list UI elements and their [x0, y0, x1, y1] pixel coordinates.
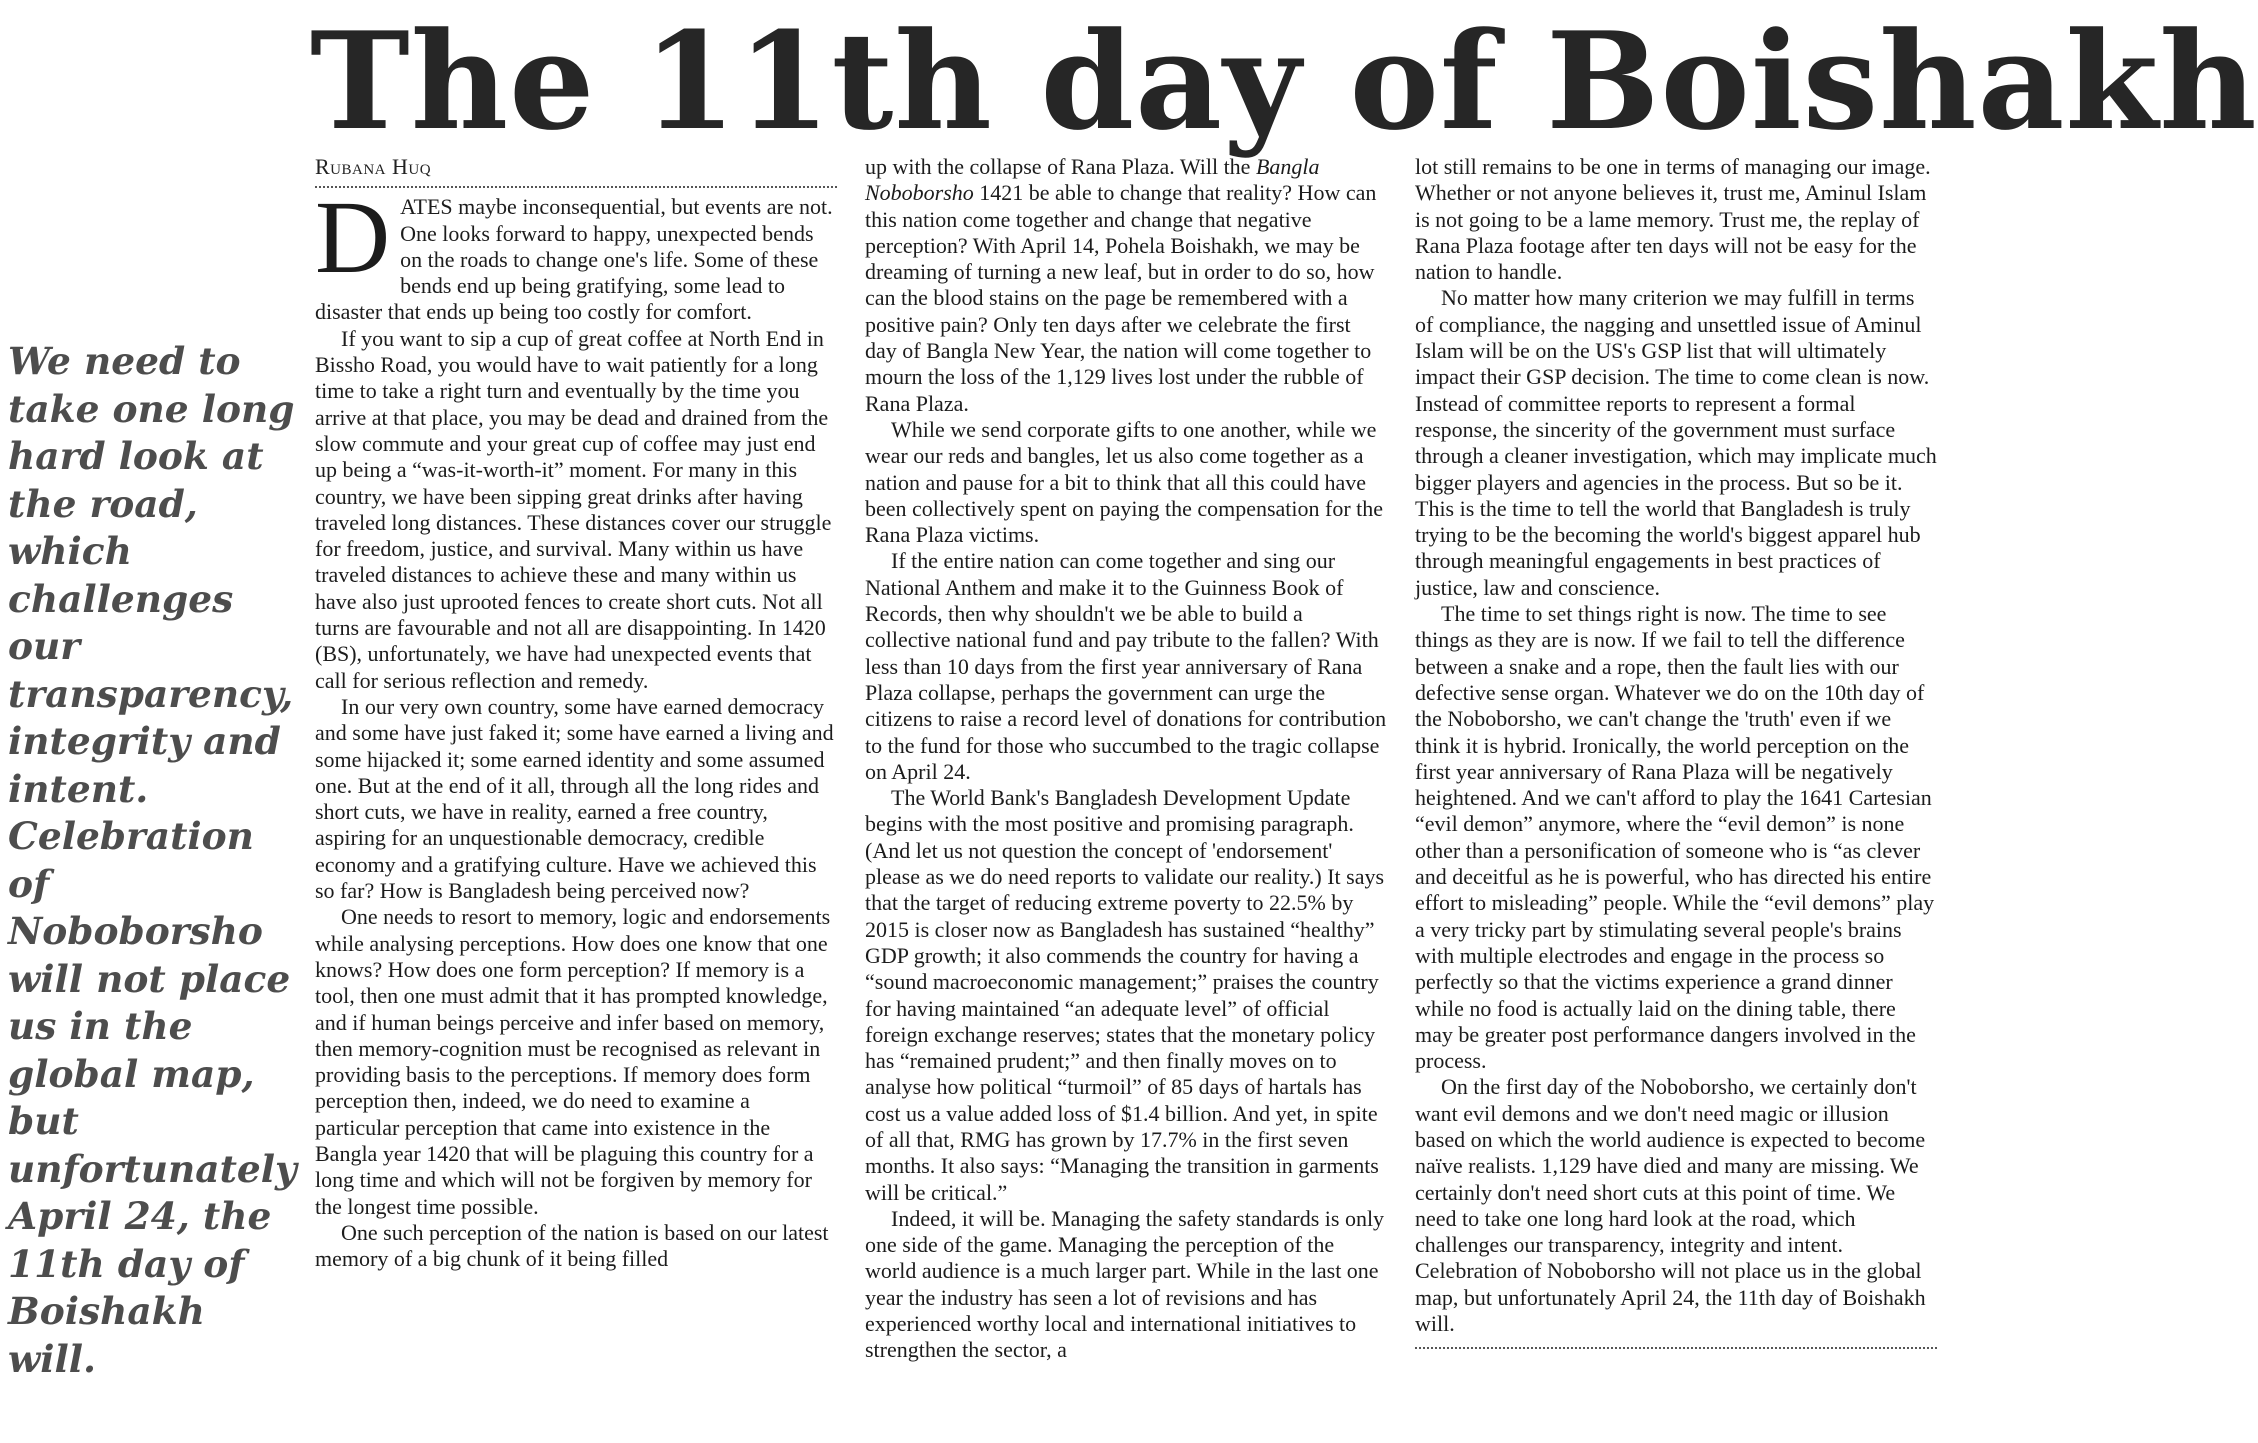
headline: The 11th day of Boishakh — [310, 2, 2258, 160]
paragraph-emphasis: Bangla Noboborsho — [865, 154, 1320, 206]
article-paragraph: The time to set things right is now. The time to see things as they are is now. If we fail to tell the difference between a snake and a rope, then the fault lies with our defective sense organ. Whatever we do on the 10th day of the Noboborsho, we can't change the 'truth' even if we think it is hybrid. Ironically, the world perception on the first year anniversary of Rana Plaza will be negatively heightened. And we can't afford to play the 1641 Cartesian “evil demon” anymore, where the “evil demon” is none other than a personification of someone who is “as clever and deceitful as he is powerful, who has directed his entire effort to misleading” people. While the “evil demons” play a very tricky part by stimulating several people's brains with multiple electrodes and engage in the process so perfectly so that the victims experience a grand dinner while no food is actually laid on the dining table, there may be greater post performance dangers involved in the process. — [1415, 601, 1935, 1074]
byline: Rubana Huq — [315, 154, 837, 188]
pull-quote: We need to take one long hard look at the road, which challenges our transparency, integrity and intent. Celebration of Noboborsho will not place us in the global map, but unfortunately April 24, the 11th day of Boishakh will. — [8, 339, 297, 1381]
article-column-2 — [865, 154, 1387, 1364]
paragraph-text: ATES maybe inconsequential, but events are not. One looks forward to happy, unexpected bends on the roads to change one's life. Some of these bends end up being gratifying, some lead to disaster that ends up being too costly for comfort. — [315, 194, 833, 325]
article-paragraph: One needs to resort to memory, logic and endorsements while analysing perceptions. How does one know that one knows? How does one form perception? If memory is a tool, then one must admit that it has prompted knowledge, and if human beings perceive and infer based on memory, then memory-cognition must be recognised as relevant in providing basis to the perceptions. If memory does form perception then, indeed, we do need to examine a particular perception that came into existence in the Bangla year 1420 that will be plaguing this country for a long time and which will not be forgiven by memory for the longest time possible. — [315, 904, 831, 1219]
article-paragraph: While we send corporate gifts to one another, while we wear our reds and bangles, let us also come together as a nation and pause for a bit to think that all this could have been collectively spent on paying the compensation for the Rana Plaza victims. — [865, 416, 1384, 548]
article-paragraph: In our very own country, some have earned democracy and some have just faked it; some have earned a living and some hijacked it; some earned identity and some assumed one. But at the end of it all, through all the long rides and short cuts, we have in reality, earned a free country, aspiring for an unquestionable democracy, credible economy and a gratifying culture. Have we achieved this so far? How is Bangladesh being perceived now? — [315, 693, 834, 904]
article-paragraph: If you want to sip a cup of great coffee at North End in Bissho Road, you would have to wait patiently for a long time to take a right turn and eventually by the time you arrive at that place, you may be dead and drained from the slow commute and your great cup of coffee may just end up being a “was-it-worth-it” moment. For many in this country, we have been sipping great drinks after having traveled long distances. These distances cover our struggle for freedom, justice, and survival. Many within us have traveled distances to achieve these and many within us have also just uprooted fences to create short cuts. Not all turns are favourable and not all are disappointing. In 1420 (BS), unfortunately, we have had unexpected events that call for serious reflection and remedy. — [315, 325, 832, 693]
article-paragraph: One such perception of the nation is based on our latest memory of a big chunk of it being filled — [315, 1219, 829, 1272]
article-paragraph: Indeed, it will be. Managing the safety standards is only one side of the game. Managing the perception of the world audience is a much larger part. While in the last one year the industry has seen a lot of revisions and has experienced worthy local and international initiatives to strengthen the sector, a — [865, 1205, 1385, 1363]
paragraph-text: 1421 be able to change that reality? How can this nation come together and change that negative perception? With April 14, Pohela Boishakh, we may be dreaming of turning a new leaf, but in order to do so, how can the blood stains on the page be remembered with a positive pain? Only ten days after we celebrate the first day of Bangla New Year, the nation will come together to mourn the loss of the 1,129 lives lost under the rubble of Rana Plaza. — [865, 180, 1377, 416]
article-paragraph: lot still remains to be one in terms of managing our image. Whether or not anyone believes it, trust me, Aminul Islam is not going to be a lame memory. Trust me, the replay of Rana Plaza footage after ten days will not be easy for the nation to handle. — [1415, 154, 1931, 285]
article-paragraph — [865, 154, 1387, 417]
end-rule — [1415, 1347, 1937, 1349]
drop-cap: D — [315, 180, 391, 296]
article-paragraph: The World Bank's Bangladesh Development Update begins with the most positive and promising paragraph. (And let us not question the concept of 'endorsement' please as we do need reports to validate our reality.) It says that the target of reducing extreme poverty to 22.5% by 2015 is closer now as Bangladesh has sustained “healthy” GDP growth; it also commends the country for having a “sound macroeconomic management;” praises the country for having maintained “an adequate level” of official foreign exchange reserves; states that the monetary policy has “remained prudent;” and then finally moves on to analyse how political “turmoil” of 85 days of hartals has cost us a value added loss of $1.4 billion. And yet, in spite of all that, RMG has grown by 17.7% in the first seven months. It also says: “Managing the transition in garments will be critical.” — [865, 785, 1385, 1205]
paragraph-text: up with the collapse of Rana Plaza. Will the — [865, 154, 1256, 179]
article-column-3 — [1415, 154, 1937, 1349]
article-paragraph: On the first day of the Noboborsho, we certainly don't want evil demons and we don't need magic or illusion based on which the world audience is expected to become naïve realists. 1,129 have died and many are missing. We certainly don't need short cuts at this point of time. We need to take one long hard look at the road, which challenges our transparency, integrity and intent. Celebration of Noboborsho will not place us in the global map, but unfortunately April 24, the 11th day of Boishakh will. — [1415, 1074, 1926, 1337]
article-paragraph: If the entire nation can come together and sing our National Anthem and make it to the Guinness Book of Records, then why shouldn't we be able to build a collective national fund and pay tribute to the fallen? With less than 10 days from the first year anniversary of Rana Plaza collapse, perhaps the government can urge the citizens to raise a record level of donations for contribution to the fund for those who succumbed to the tragic collapse on April 24. — [865, 548, 1387, 784]
article-column-1 — [315, 154, 837, 1272]
article-paragraph — [315, 180, 837, 325]
article-paragraph: No matter how many criterion we may fulfill in terms of compliance, the nagging and unsettled issue of Aminul Islam will be on the US's GSP list that will ultimately impact their GSP decision. The time to come clean is now. Instead of committee reports to represent a formal response, the sincerity of the government must surface through a cleaner investigation, which may implicate much bigger players and agencies in the process. But so be it. This is the time to tell the world that Bangladesh is truly trying to be the becoming the world's biggest apparel hub through meaningful engagements in best practices of justice, law and conscience. — [1415, 285, 1937, 600]
